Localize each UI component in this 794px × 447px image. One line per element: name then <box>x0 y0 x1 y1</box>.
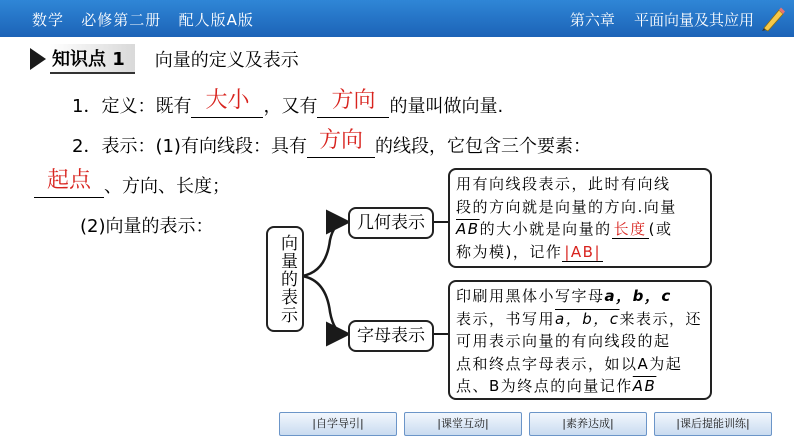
answer-magnitude: 大小 <box>205 88 250 113</box>
bottom-nav <box>279 412 779 436</box>
knowledge-point-title: 向量的定义及表示 <box>154 50 299 71</box>
elements-suffix: 、方向、长度； <box>104 176 230 197</box>
geometric-description-box <box>448 168 712 268</box>
geo-desc-notation-text: 称为模)，记作 <box>456 242 563 261</box>
nav-self-study[interactable]: |自学导引| <box>279 412 397 436</box>
geo-desc-paren: (或 <box>648 220 673 238</box>
knowledge-point-label: 知识点 1 <box>50 44 135 74</box>
vector-ab-notation-2: $\overline{AB}$ <box>632 377 657 395</box>
answer-direction-2: 方向 <box>318 128 363 153</box>
geo-desc-line-3 <box>456 218 704 241</box>
definition-suffix: 的量叫做向量. <box>389 96 504 117</box>
letter-desc-text-3: 来表示，还 <box>619 309 702 328</box>
letter-desc-text-2: 表示，书写用 <box>456 309 556 328</box>
nav-after-class-training[interactable]: |课后提能训练| <box>654 412 772 436</box>
definition-mid: ，又有 <box>263 96 318 117</box>
answer-direction: 方向 <box>331 88 376 113</box>
geo-desc-line-1: 用有向线段表示，此时有向线 <box>456 175 671 193</box>
geo-desc-line-4 <box>456 241 704 264</box>
answer-start-point: 起点 <box>46 168 91 193</box>
answer-modulus: |AB| <box>564 242 602 261</box>
representation-suffix: 的线段，它包含三个要素： <box>374 136 591 157</box>
definition-prefix: 1．定义：既有 <box>72 96 192 117</box>
vector-representation-heading: (2)向量的表示： <box>80 216 214 237</box>
arrow-letters: a，b，c <box>555 309 620 328</box>
bold-letters: a，b，c <box>604 287 672 305</box>
header-book-info: 数学 必修第二册 配人版A版 <box>32 11 254 29</box>
geometric-representation-box: 几何表示 <box>348 207 434 239</box>
letter-desc-line-1 <box>456 285 704 308</box>
geo-desc-line-2: 段的方向就是向量的方向.向量 <box>456 197 677 216</box>
letter-desc-line-5 <box>456 375 704 398</box>
letter-desc-line-3: 可用表示向量的有向线段的起 <box>456 332 671 350</box>
diagram-root-label: 向量的表示 <box>277 234 297 324</box>
answer-length: 长度 <box>613 220 647 238</box>
diagram-root-box <box>266 226 304 332</box>
letter-desc-text: 印刷用黑体小写字母 <box>456 287 605 305</box>
representation-prefix: 2．表示：(1)有向线段：具有 <box>72 136 307 157</box>
nav-literacy[interactable]: |素养达成| <box>529 412 647 436</box>
vector-ab-notation: $\overline{AB}$ <box>456 220 480 238</box>
letter-description-box <box>448 280 712 400</box>
letter-representation-box: 字母表示 <box>348 320 434 352</box>
letter-desc-line-4: 点和终点字母表示，如以A为起 <box>456 354 683 373</box>
letter-desc-line-2 <box>456 308 704 331</box>
header-chapter-title: 第六章 平面向量及其应用 <box>569 11 754 29</box>
letter-desc-text-4: 点、B为终点的向量记作 <box>456 377 633 395</box>
geo-desc-text: 的大小就是向量的 <box>479 220 612 238</box>
nav-class-interaction[interactable]: |课堂互动| <box>404 412 522 436</box>
